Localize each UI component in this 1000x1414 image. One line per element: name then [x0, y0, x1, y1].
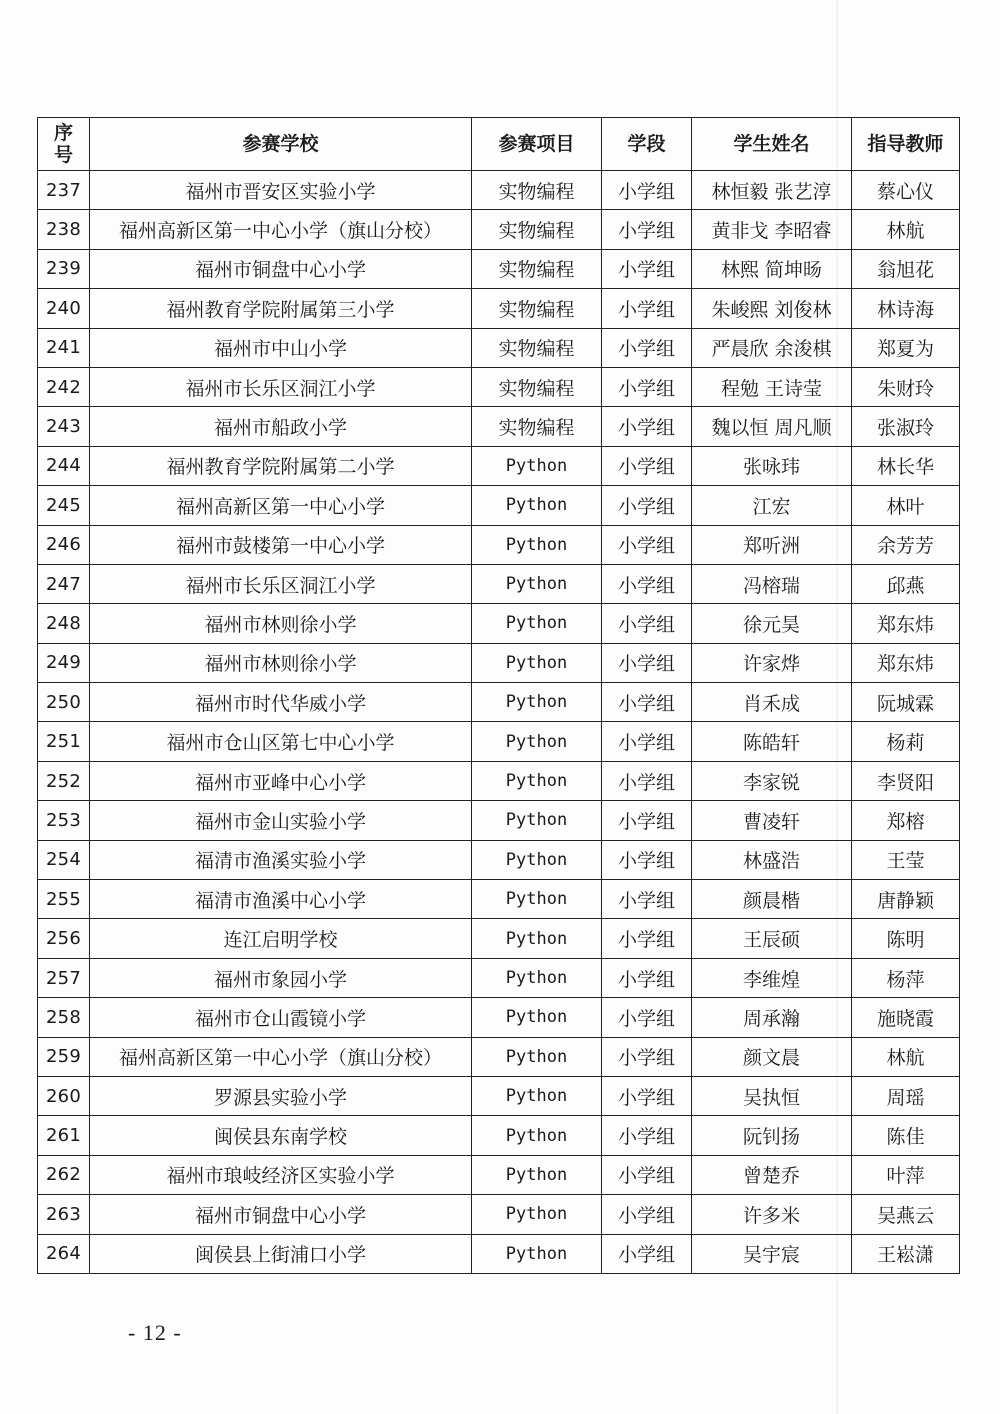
- cell-school: 福州市象园小学: [90, 958, 472, 997]
- table-row: [38, 958, 960, 997]
- cell-teacher: 郑榕: [852, 801, 960, 840]
- cell-students: 阮钊扬: [692, 1116, 852, 1155]
- cell-students: 周承瀚: [692, 998, 852, 1037]
- cell-seq: 255: [38, 880, 90, 919]
- results-table: [37, 117, 960, 1274]
- cell-level: 小学组: [602, 289, 692, 328]
- cell-school: 福州市金山实验小学: [90, 801, 472, 840]
- cell-students: 李家锐: [692, 761, 852, 800]
- table-row: [38, 367, 960, 406]
- cell-teacher: 林诗海: [852, 289, 960, 328]
- cell-school: 福州市长乐区洞江小学: [90, 367, 472, 406]
- page-number: - 12 -: [128, 1320, 182, 1345]
- table-row: [38, 249, 960, 288]
- cell-students: 林盛浩: [692, 840, 852, 879]
- cell-seq: 261: [38, 1116, 90, 1155]
- cell-project: Python: [472, 1037, 602, 1076]
- cell-school: 福州市琅岐经济区实验小学: [90, 1155, 472, 1194]
- cell-project: Python: [472, 564, 602, 603]
- cell-seq: 258: [38, 998, 90, 1037]
- cell-teacher: 王莹: [852, 840, 960, 879]
- cell-teacher: 朱财玲: [852, 367, 960, 406]
- table-row: [38, 604, 960, 643]
- cell-level: 小学组: [602, 210, 692, 249]
- cell-students: 许多米: [692, 1195, 852, 1234]
- table-row: [38, 722, 960, 761]
- table-row: [38, 1116, 960, 1155]
- cell-students: 程勉 王诗莹: [692, 367, 852, 406]
- cell-school: 福州高新区第一中心小学（旗山分校）: [90, 1037, 472, 1076]
- cell-school: 福州市船政小学: [90, 407, 472, 446]
- cell-seq: 237: [38, 171, 90, 210]
- cell-project: Python: [472, 1234, 602, 1273]
- table-row: [38, 1195, 960, 1234]
- cell-level: 小学组: [602, 998, 692, 1037]
- header-project: 参赛项目: [472, 118, 602, 171]
- cell-project: 实物编程: [472, 328, 602, 367]
- table-row: [38, 407, 960, 446]
- cell-project: 实物编程: [472, 289, 602, 328]
- table-row: [38, 328, 960, 367]
- table-row: [38, 525, 960, 564]
- cell-level: 小学组: [602, 604, 692, 643]
- cell-project: 实物编程: [472, 407, 602, 446]
- cell-project: Python: [472, 880, 602, 919]
- cell-school: 闽侯县上街浦口小学: [90, 1234, 472, 1273]
- header-level: 学段: [602, 118, 692, 171]
- cell-seq: 248: [38, 604, 90, 643]
- cell-school: 福州市亚峰中心小学: [90, 761, 472, 800]
- cell-project: Python: [472, 1076, 602, 1115]
- cell-teacher: 邱燕: [852, 564, 960, 603]
- cell-school: 罗源县实验小学: [90, 1076, 472, 1115]
- cell-seq: 259: [38, 1037, 90, 1076]
- table-row: [38, 801, 960, 840]
- cell-school: 福清市渔溪中心小学: [90, 880, 472, 919]
- table-row: [38, 840, 960, 879]
- cell-teacher: 杨莉: [852, 722, 960, 761]
- cell-teacher: 吴燕云: [852, 1195, 960, 1234]
- cell-students: 吴执恒: [692, 1076, 852, 1115]
- cell-students: 李维煌: [692, 958, 852, 997]
- table-row: [38, 643, 960, 682]
- cell-students: 王辰硕: [692, 919, 852, 958]
- cell-level: 小学组: [602, 840, 692, 879]
- cell-project: Python: [472, 761, 602, 800]
- cell-seq: 254: [38, 840, 90, 879]
- cell-students: 郑听洲: [692, 525, 852, 564]
- cell-students: 颜晨楷: [692, 880, 852, 919]
- cell-seq: 256: [38, 919, 90, 958]
- cell-school: 福州市仓山区第七中心小学: [90, 722, 472, 761]
- cell-teacher: 林叶: [852, 486, 960, 525]
- cell-school: 福州高新区第一中心小学（旗山分校）: [90, 210, 472, 249]
- cell-seq: 263: [38, 1195, 90, 1234]
- cell-project: 实物编程: [472, 249, 602, 288]
- cell-teacher: 郑东炜: [852, 604, 960, 643]
- table-row: [38, 998, 960, 1037]
- cell-students: 曾楚乔: [692, 1155, 852, 1194]
- cell-teacher: 杨萍: [852, 958, 960, 997]
- cell-school: 福州市时代华威小学: [90, 683, 472, 722]
- cell-teacher: 张淑玲: [852, 407, 960, 446]
- table-row: [38, 564, 960, 603]
- cell-seq: 262: [38, 1155, 90, 1194]
- cell-school: 福州市晋安区实验小学: [90, 171, 472, 210]
- cell-project: Python: [472, 486, 602, 525]
- table-row: [38, 210, 960, 249]
- table-row: [38, 171, 960, 210]
- cell-seq: 251: [38, 722, 90, 761]
- cell-project: Python: [472, 643, 602, 682]
- cell-level: 小学组: [602, 1037, 692, 1076]
- cell-project: Python: [472, 446, 602, 485]
- cell-level: 小学组: [602, 486, 692, 525]
- cell-project: Python: [472, 1155, 602, 1194]
- cell-school: 福州市铜盘中心小学: [90, 1195, 472, 1234]
- cell-project: Python: [472, 840, 602, 879]
- cell-teacher: 周瑶: [852, 1076, 960, 1115]
- cell-students: 肖禾成: [692, 683, 852, 722]
- table-row: [38, 1234, 960, 1273]
- header-seq: 序号: [38, 118, 90, 171]
- cell-teacher: 林航: [852, 1037, 960, 1076]
- cell-school: 福州教育学院附属第三小学: [90, 289, 472, 328]
- table-row: [38, 446, 960, 485]
- cell-seq: 253: [38, 801, 90, 840]
- table-row: [38, 880, 960, 919]
- cell-project: 实物编程: [472, 210, 602, 249]
- cell-teacher: 郑夏为: [852, 328, 960, 367]
- cell-school: 福州市铜盘中心小学: [90, 249, 472, 288]
- header-students: 学生姓名: [692, 118, 852, 171]
- cell-seq: 240: [38, 289, 90, 328]
- cell-teacher: 李贤阳: [852, 761, 960, 800]
- cell-students: 冯榕瑞: [692, 564, 852, 603]
- cell-level: 小学组: [602, 880, 692, 919]
- cell-school: 连江启明学校: [90, 919, 472, 958]
- cell-seq: 246: [38, 525, 90, 564]
- cell-seq: 239: [38, 249, 90, 288]
- cell-teacher: 陈佳: [852, 1116, 960, 1155]
- cell-seq: 244: [38, 446, 90, 485]
- cell-level: 小学组: [602, 407, 692, 446]
- table-row: [38, 1155, 960, 1194]
- cell-project: Python: [472, 919, 602, 958]
- cell-seq: 242: [38, 367, 90, 406]
- cell-project: Python: [472, 722, 602, 761]
- cell-school: 福州市林则徐小学: [90, 643, 472, 682]
- cell-project: Python: [472, 998, 602, 1037]
- cell-teacher: 王崧潇: [852, 1234, 960, 1273]
- cell-level: 小学组: [602, 1195, 692, 1234]
- cell-level: 小学组: [602, 328, 692, 367]
- cell-teacher: 蔡心仪: [852, 171, 960, 210]
- cell-level: 小学组: [602, 919, 692, 958]
- cell-seq: 249: [38, 643, 90, 682]
- cell-school: 福州市鼓楼第一中心小学: [90, 525, 472, 564]
- cell-students: 颜文晨: [692, 1037, 852, 1076]
- cell-students: 黄非戈 李昭睿: [692, 210, 852, 249]
- cell-school: 福州市中山小学: [90, 328, 472, 367]
- cell-school: 福州教育学院附属第二小学: [90, 446, 472, 485]
- table-row: [38, 919, 960, 958]
- cell-students: 严晨欣 余浚棋: [692, 328, 852, 367]
- cell-teacher: 林长华: [852, 446, 960, 485]
- cell-level: 小学组: [602, 446, 692, 485]
- cell-project: Python: [472, 801, 602, 840]
- cell-teacher: 叶萍: [852, 1155, 960, 1194]
- cell-project: Python: [472, 525, 602, 564]
- cell-level: 小学组: [602, 367, 692, 406]
- table-row: [38, 761, 960, 800]
- cell-seq: 257: [38, 958, 90, 997]
- cell-seq: 243: [38, 407, 90, 446]
- cell-school: 闽侯县东南学校: [90, 1116, 472, 1155]
- cell-students: 曹凌轩: [692, 801, 852, 840]
- cell-school: 福州市仓山霞镜小学: [90, 998, 472, 1037]
- table-row: [38, 683, 960, 722]
- cell-project: Python: [472, 1116, 602, 1155]
- cell-school: 福州市林则徐小学: [90, 604, 472, 643]
- cell-students: 许家烨: [692, 643, 852, 682]
- cell-project: 实物编程: [472, 367, 602, 406]
- header-school: 参赛学校: [90, 118, 472, 171]
- cell-level: 小学组: [602, 525, 692, 564]
- cell-project: Python: [472, 683, 602, 722]
- cell-seq: 245: [38, 486, 90, 525]
- cell-school: 福州高新区第一中心小学: [90, 486, 472, 525]
- cell-students: 吴宇宸: [692, 1234, 852, 1273]
- cell-level: 小学组: [602, 171, 692, 210]
- cell-students: 江宏: [692, 486, 852, 525]
- cell-level: 小学组: [602, 801, 692, 840]
- cell-seq: 260: [38, 1076, 90, 1115]
- cell-level: 小学组: [602, 683, 692, 722]
- cell-teacher: 林航: [852, 210, 960, 249]
- cell-level: 小学组: [602, 1116, 692, 1155]
- cell-teacher: 余芳芳: [852, 525, 960, 564]
- cell-seq: 264: [38, 1234, 90, 1273]
- table-row: [38, 1037, 960, 1076]
- cell-project: 实物编程: [472, 171, 602, 210]
- table-row: [38, 1076, 960, 1115]
- cell-school: 福州市长乐区洞江小学: [90, 564, 472, 603]
- cell-teacher: 郑东炜: [852, 643, 960, 682]
- cell-teacher: 施晓霞: [852, 998, 960, 1037]
- cell-seq: 241: [38, 328, 90, 367]
- cell-students: 徐元昊: [692, 604, 852, 643]
- cell-seq: 238: [38, 210, 90, 249]
- cell-level: 小学组: [602, 761, 692, 800]
- cell-school: 福清市渔溪实验小学: [90, 840, 472, 879]
- table-body: [38, 171, 960, 1274]
- table-header-row: [38, 118, 960, 171]
- cell-level: 小学组: [602, 1076, 692, 1115]
- cell-level: 小学组: [602, 1234, 692, 1273]
- cell-students: 魏以恒 周凡顺: [692, 407, 852, 446]
- cell-teacher: 唐静颖: [852, 880, 960, 919]
- cell-students: 朱峻熙 刘俊林: [692, 289, 852, 328]
- cell-project: Python: [472, 604, 602, 643]
- cell-level: 小学组: [602, 722, 692, 761]
- table-row: [38, 289, 960, 328]
- cell-students: 张咏玮: [692, 446, 852, 485]
- cell-seq: 250: [38, 683, 90, 722]
- cell-level: 小学组: [602, 1155, 692, 1194]
- cell-students: 林恒毅 张艺淳: [692, 171, 852, 210]
- cell-project: Python: [472, 958, 602, 997]
- cell-project: Python: [472, 1195, 602, 1234]
- cell-level: 小学组: [602, 249, 692, 288]
- cell-teacher: 翁旭花: [852, 249, 960, 288]
- cell-students: 林熙 简坤旸: [692, 249, 852, 288]
- header-teacher: 指导教师: [852, 118, 960, 171]
- cell-level: 小学组: [602, 564, 692, 603]
- cell-level: 小学组: [602, 643, 692, 682]
- cell-level: 小学组: [602, 958, 692, 997]
- cell-seq: 252: [38, 761, 90, 800]
- cell-teacher: 陈明: [852, 919, 960, 958]
- cell-teacher: 阮城霖: [852, 683, 960, 722]
- table-row: [38, 486, 960, 525]
- cell-students: 陈皓轩: [692, 722, 852, 761]
- cell-seq: 247: [38, 564, 90, 603]
